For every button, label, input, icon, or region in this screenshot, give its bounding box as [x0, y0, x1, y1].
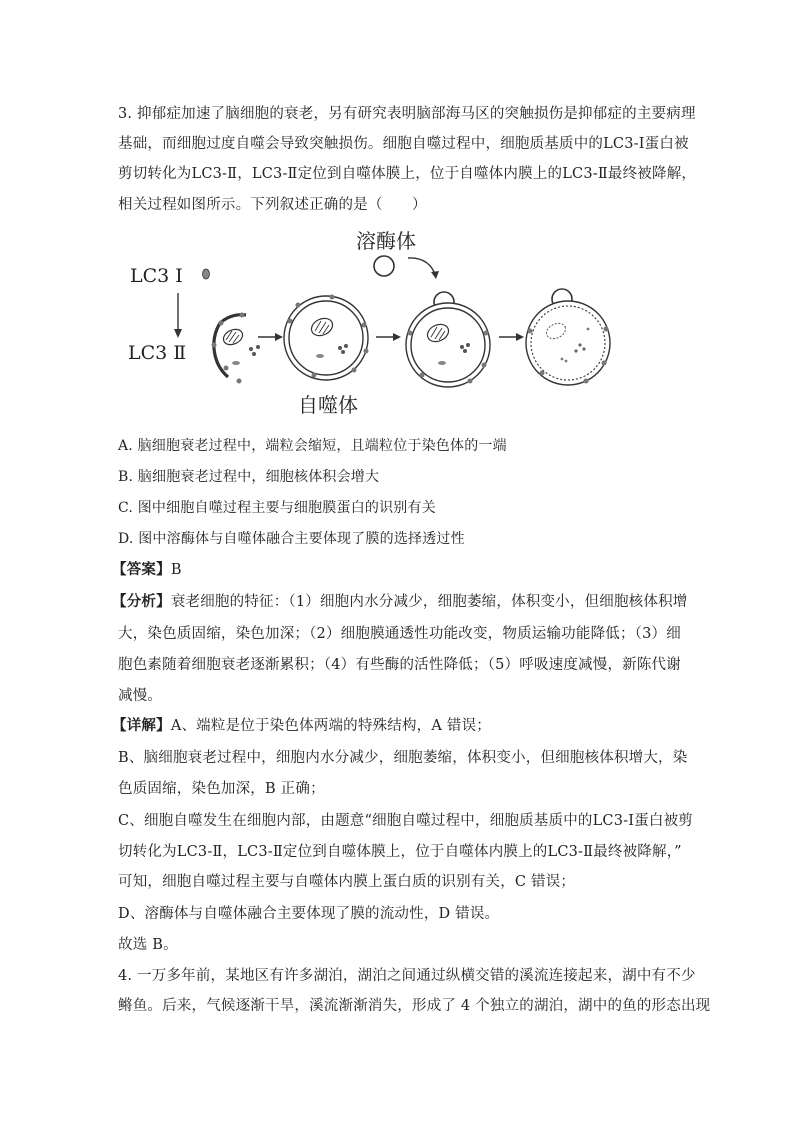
- autophagosome-stage: [284, 295, 369, 381]
- analysis-line-2: 大，染色质固缩，染色加深；（2）细胞膜通透性功能改变，物质运输功能降低；（3）细: [118, 626, 681, 642]
- detail-line-3: 色质固缩，染色加深，B 正确；: [118, 781, 325, 797]
- option-b: B. 脑细胞衰老过程中，细胞核体积会增大: [118, 469, 380, 485]
- detail-line-4: C、细胞自噬发生在细胞内部，由题意“细胞自噬过程中，细胞质基质中的LC3-Ⅰ蛋白被剪: [118, 813, 693, 829]
- q3-stem-line-1: 3. 抑郁症加速了脑细胞的衰老，另有研究表明脑部海马区的突触损伤是抑郁症的主要病理: [118, 106, 696, 122]
- analysis-line-4: 减慢。: [118, 688, 163, 704]
- detail-text-a: A、端粒是位于染色体两端的特殊结构，A 错误；: [170, 718, 491, 734]
- phagophore-stage: [212, 313, 261, 384]
- fusion-arrow: [408, 258, 436, 277]
- q4-stem-line-1: 4. 一万多年前，某地区有许多湖泊，湖泊之间通过纵横交错的溪流连接起来，湖中有不少: [118, 968, 696, 984]
- detail-line-8: 故选 B。: [118, 937, 178, 953]
- detail-tag: 【详解】: [112, 717, 171, 734]
- analysis-tag: 【分析】: [112, 593, 171, 610]
- label-autophagosome: 自噬体: [298, 393, 358, 417]
- analysis-text-1: 衰老细胞的特征：（1）细胞内水分减少，细胞萎缩，体积变小，但细胞核体积增: [170, 594, 688, 610]
- analysis-line-3: 胞色素随着细胞衰老逐渐累积；（4）有些酶的活性降低；（5）呼吸速度减慢，新陈代谢: [118, 657, 681, 673]
- q3-stem-line-4: 相关过程如图所示。下列叙述正确的是（ ）: [118, 197, 427, 213]
- analysis-line-1: [112, 592, 688, 612]
- detail-line-5: 切转化为LC3-Ⅱ，LC3-Ⅱ定位到自噬体膜上，位于自噬体内膜上的LC3-Ⅱ最终被降解，”: [118, 844, 682, 860]
- autophagy-figure: [118, 225, 618, 420]
- q4-stem-line-2: 鳉鱼。后来，气候逐渐干旱，溪流渐渐消失，形成了 4 个独立的湖泊，湖中的鱼的形态出现: [118, 998, 711, 1014]
- q3-stem-line-3: 剪切转化为LC3-Ⅱ，LC3-Ⅱ定位到自噬体膜上，位于自噬体内膜上的LC3-Ⅱ最终被降解，: [118, 166, 697, 182]
- q3-stem-line-2: 基础，而细胞过度自噬会导致突触损伤。细胞自噬过程中，细胞质基质中的LC3-Ⅰ蛋白被: [118, 136, 689, 152]
- detail-line-7: D、溶酶体与自噬体融合主要体现了膜的流动性，D 错误。: [118, 906, 500, 922]
- autophagy-diagram: [118, 225, 618, 420]
- label-lc3-1: LC3 Ⅰ: [130, 265, 183, 287]
- answer-tag: 【答案】: [112, 561, 171, 578]
- answer-line: [112, 560, 682, 580]
- detail-line-6: 可知，细胞自噬过程主要与自噬体内膜上蛋白质的识别有关，C 错误；: [118, 874, 576, 890]
- detail-line-1: [112, 716, 682, 736]
- option-c: C. 图中细胞自噬过程主要与细胞膜蛋白的识别有关: [118, 500, 436, 516]
- label-lc3-2: LC3 Ⅱ: [128, 342, 187, 364]
- fusion-stage: [406, 292, 490, 387]
- answer-value: B: [170, 562, 182, 578]
- option-d: D. 图中溶酶体与自噬体融合主要体现了膜的选择透过性: [118, 531, 465, 547]
- option-a: A. 脑细胞衰老过程中，端粒会缩短，且端粒位于染色体的一端: [118, 438, 507, 454]
- label-lysosome: 溶酶体: [356, 229, 416, 253]
- lc3-1-particle: [203, 269, 210, 279]
- detail-line-2: B、脑细胞衰老过程中，细胞内水分减少，细胞萎缩，体积变小，但细胞核体积增大，染: [118, 750, 688, 766]
- degradation-stage: [526, 289, 610, 385]
- lysosome-shape: [374, 256, 394, 276]
